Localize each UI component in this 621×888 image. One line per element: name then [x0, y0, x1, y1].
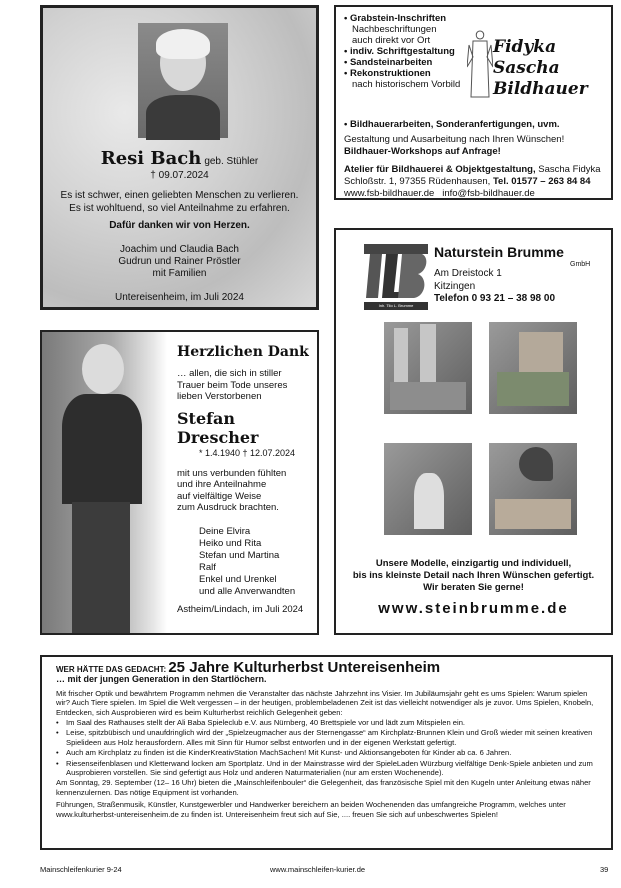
family-names: Joachim und Claudia Bach Gudrun und Rainer Pröstler mit Familien — [118, 244, 241, 279]
angel-statue-icon — [467, 27, 493, 105]
brumme-logo: Inh. Tilo L. Brumme — [364, 244, 428, 310]
obituary-resi-bach — [40, 5, 319, 310]
footer-website[interactable]: www.mainschleifen-kurier.de — [270, 865, 366, 874]
gravestone-photo-4 — [489, 443, 577, 535]
place-date: Astheim/Lindach, im Juli 2024 — [177, 604, 304, 615]
list-item: • Grabstein-Inschriften Nachbeschriftungen auch direkt vor Ort — [344, 13, 474, 46]
list-item: • Riesenseifenblasen und Kletterwand locken am Sportplatz. Und in der Mainstrasse wird der SpieleLaden Würzburg vielfältige Denk-Spiele anbieten und zum Ausprobieren vorstellen. Sie sind gefertigt aus Holz und anderen Naturmaterialien (nur am ersten Wochenende). — [56, 759, 597, 778]
slogan: Unsere Modelle, einzigartig und individuell, bis ins kleinste Detail nach Ihren Wünschen gefertigt. Wir beraten Sie gerne! — [352, 558, 595, 593]
closing-paragraph: Führungen, Straßenmusik, Künstler, Kunstgewerbler und Handwerker bereichern an beiden Wochenenden das umfangreiche Programm, welches unter www.kulturherbst-untereisenheim.de zu finden ist. Untereisenheim freut sich auf Sie, .... freuen Sie sich auf unbeschwertes Spielen! — [56, 800, 566, 819]
program-list — [56, 718, 597, 777]
list-item: • Sandsteinarbeiten — [344, 57, 474, 68]
ad-fidyka-bildhauer — [334, 5, 613, 200]
email-link[interactable]: info@fsb-bildhauer.de — [442, 188, 535, 199]
body-text: mit uns verbunden fühlten und ihre Anteilnahme auf vielfältige Weise zum Ausdruck brachten. — [177, 467, 287, 513]
article-kulturherbst — [40, 655, 613, 850]
article-intro: Mit frischer Optik und bewährtem Programm nehmen die Veranstalter das nächste Jahrzehnt ins Visier. Im Jubiläumsjahr geht es ums Spielen: Warum spielen wir? Auch Tiere spielen. Im Spiel die Welt vergessen – in der heutigen, problembeladenen Zeit ist das vielleicht notwendiger als je zuvor. Ums Spielen, Knobeln, Entdecken, sich Ausprobieren wird es beim Kulturherbst reichlich Gelegenheit geben: — [56, 688, 594, 717]
obituary-text: Es ist schwer, einen geliebten Menschen zu verlieren. Es ist wohltuend, so viel Anteilnahme zu erfahren. — [60, 190, 299, 214]
life-dates: * 1.4.1940 † 12.07.2024 — [198, 447, 296, 458]
website-link[interactable]: www.fsb-bildhauer.de — [344, 188, 435, 199]
list-item: • Im Saal des Rathauses stellt der Ali Baba Spieleclub e.V. aus Nürnberg, 40 Brettspiele vor und lädt zum Mitspielen ein. — [56, 718, 597, 727]
family-names: Deine Elvira Heiko und Rita Stefan und Martina Ralf Enkel und Urenkel und alle Anverwandten — [199, 525, 296, 597]
service-list — [344, 13, 474, 90]
list-item: • Rekonstruktionen nach historischem Vorbild — [344, 68, 474, 90]
article-headline: WER HÄTTE DAS GEDACHT: 25 Jahre Kulturherbst Untereisenheim — [56, 659, 441, 676]
footer-publication: Mainschleifenkurier 9-24 — [40, 865, 122, 874]
fidyka-logo — [463, 15, 603, 105]
company-suffix: GmbH — [570, 261, 591, 268]
company-name: Naturstein Brumme — [434, 244, 564, 260]
obituary-stefan-drescher — [40, 330, 319, 635]
gravestone-photo-1 — [384, 322, 472, 414]
intro-text: … allen, die sich in stiller Trauer beim Tode unseres lieben Verstorbenen — [177, 368, 288, 402]
list-item: • Auch am Kirchplatz zu finden ist die KinderKreativStation MachSachen! Mit Kunst- und Aktionsangeboten für Kinder ab ca. 6 Jahren. — [56, 748, 597, 757]
deceased-name: Stefan Drescher — [177, 408, 259, 447]
portrait-photo — [42, 332, 167, 635]
deceased-name: Resi Bach geb. Stühler — [100, 148, 259, 169]
thanks-line: Dafür danken wir von Herzen. — [109, 220, 250, 231]
company-address: Am Dreistock 1 Kitzingen Telefon 0 93 21 – 38 98 00 — [434, 268, 556, 304]
article-subline: … mit der jungen Generation in den Startlöchern. — [56, 674, 267, 685]
list-item: • indiv. Schriftgestaltung — [344, 46, 474, 57]
gravestone-photo-3 — [384, 443, 472, 535]
website-link[interactable]: www.steinbrumme.de — [378, 600, 569, 617]
sunday-paragraph: Am Sonntag, 29. September (12– 16 Uhr) bieten die „Mainschleifenbouler“ die Gelegenheit, das französische Spiel mit den Kugeln unter Anleitung etwas näher kennenzulernen. Das nötige Equipment ist vorhanden. — [56, 778, 591, 797]
gravestone-photo-2 — [489, 322, 577, 414]
page-number: 39 — [600, 865, 609, 874]
place-date: Untereisenheim, im Juli 2024 — [115, 292, 244, 303]
fidyka-details: • Bildhauerarbeiten, Sonderanfertigungen, uvm. Gestaltung und Ausarbeitung nach Ihren Wünschen! Bildhauer-Workshops auf Anfrage! Atelier für Bildhauerei & Objektgestaltung, Sascha Fidyka Schloßstr. 1, 97355 Rüdenhausen, Tel. 01577 – 263 84 84 www.fsb-bildhauer.de info@fsb-bildhauer.de — [344, 119, 601, 199]
list-item: • Leise, spitzbübisch und unaufdringlich wird der „Spielzeugmacher aus der Sternengasse“ am Kirchplatz-Brunnen Klein und Groß wieder mit seinen kreativen Spielideen aus Holz herausfordern. Alles mit Sinn für Humor selbst entworfen und in der eigenen Werkstatt gefertigt. — [56, 728, 597, 747]
ad-naturstein-brumme — [334, 228, 613, 635]
death-date: † 09.07.2024 — [150, 170, 209, 181]
tlb-monogram-icon — [364, 244, 428, 302]
portrait-photo — [138, 23, 228, 138]
thanks-title: Herzlichen Dank — [177, 344, 309, 360]
logo-text: Fidyka Sascha Bildhauer — [493, 37, 588, 99]
